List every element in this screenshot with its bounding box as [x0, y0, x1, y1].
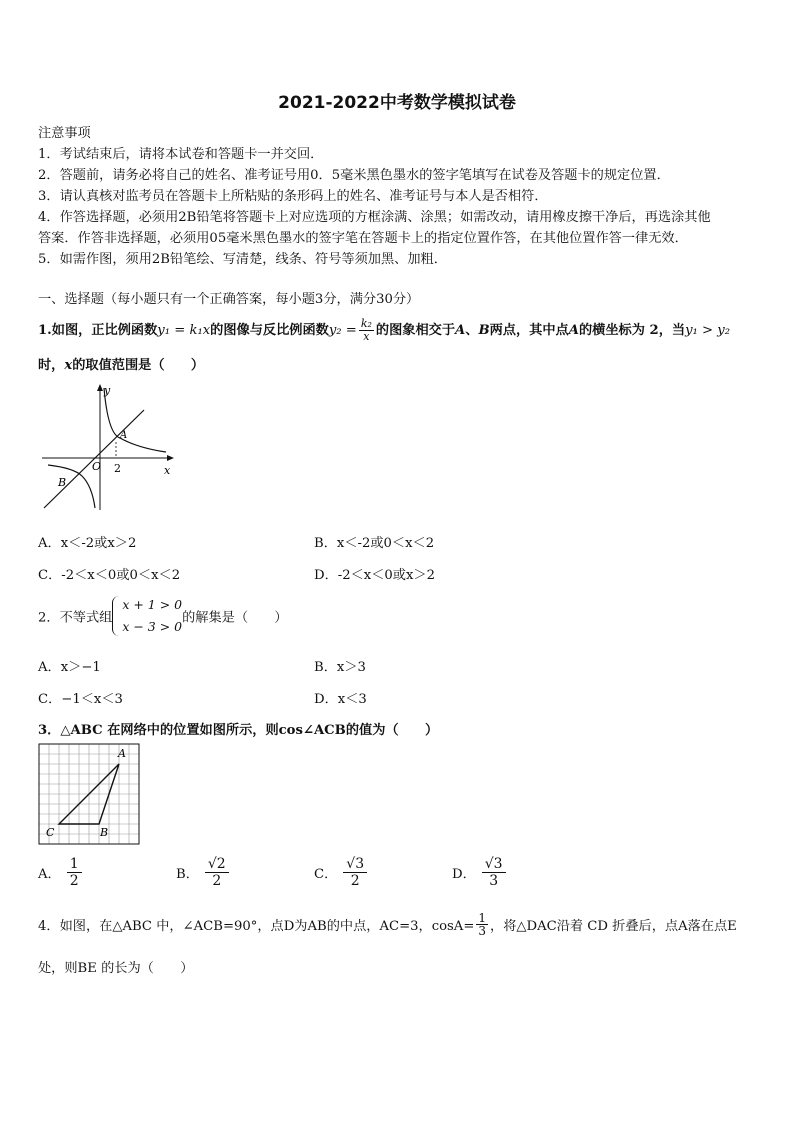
section-heading: 一、选择题（每小题只有一个正确答案，每小题3分，满分30分） — [38, 292, 420, 307]
label-c: C — [46, 826, 55, 839]
q3-stem: 3．△ABC 在网络中的位置如图所示，则cos∠ACB的值为（ ） — [38, 723, 439, 738]
note-item-2: 2．答题前，请务必将自己的姓名、准考证号用0．5毫米黑色墨水的签字笔填写在试卷及答题卡的规定位置． — [38, 168, 670, 183]
q2-stem: 2．不等式组 x + 1 > 0 x − 3 > 0 的解集是（ ） — [38, 594, 288, 638]
q2-option-b[interactable]: B．x＞3 — [314, 660, 366, 675]
label-y: y — [104, 384, 111, 397]
q2-option-c[interactable]: C．−1＜x＜3 — [38, 692, 123, 707]
x-axis-arrow — [167, 455, 174, 461]
q1-option-c[interactable]: C．-2＜x＜0或0＜x＜2 — [38, 568, 181, 583]
q2-option-a[interactable]: A．x＞−1 — [38, 660, 101, 675]
hyperbola-branch-q1 — [104, 388, 166, 452]
q1-stem-line2: 时，x的取值范围是（ ） — [38, 358, 205, 373]
notes-heading: 注意事项 — [38, 126, 91, 141]
q4-stem-line2: 处，则BE 的长为（ ） — [38, 961, 194, 976]
q2-option-d[interactable]: D．x＜3 — [314, 692, 367, 707]
q1-option-a[interactable]: A．x＜-2或x＞2 — [38, 536, 137, 551]
q1-option-d[interactable]: D．-2＜x＜0或x＞2 — [314, 568, 436, 583]
label-x: x — [164, 464, 171, 477]
note-item-5: 5．如需作图，须用2B铅笔绘、写清楚，线条、符号等须加黑、加粗． — [38, 252, 447, 267]
y-axis-arrow — [97, 384, 103, 391]
label-a: A — [120, 430, 128, 441]
q3-grid-figure — [38, 743, 140, 845]
label-two: 2 — [114, 462, 121, 475]
q3-option-a[interactable]: A． $\frac{1}{2}$ — [38, 856, 82, 889]
q1-option-b[interactable]: B．x＜-2或0＜x＜2 — [314, 536, 435, 551]
note-item-1: 1．考试结束后，请将本试卷和答题卡一并交回． — [38, 147, 324, 162]
q3-option-b[interactable]: B． $\frac{√2}{2}$ — [176, 856, 229, 889]
q3-option-d[interactable]: D． $\frac{√3}{3}$ — [452, 856, 506, 889]
note-item-4-cont: 答案．作答非选择题，必须用05毫米黑色墨水的签字笔在答题卡上的指定位置作答，在其他位置作答一律无效． — [38, 231, 688, 246]
q4-stem-line1: 4．如图，在△ABC 中，∠ACB=90°，点D为AB的中点，AC=3，cosA= $\frac{1}{3}$ ，将△DAC沿着 CD 折叠后，点A落在点E — [38, 911, 737, 938]
label-b: B — [58, 476, 67, 489]
exam-title: 2021-2022中考数学模拟试卷 — [278, 93, 516, 113]
q1-stem-line1: 1.如图，正比例函数y₁ = k₁x的图像与反比例函数y₂ = $\frac{\text{k₂}}{x}$ 的图象相交于A、B两点，其中点A的横坐标为 2，当y₁ > y₂ — [38, 317, 730, 343]
label-origin: O — [92, 460, 102, 473]
proportional-line — [44, 410, 144, 508]
label-b: B — [100, 826, 109, 839]
label-a: A — [118, 747, 126, 760]
q3-option-c[interactable]: C． $\frac{√3}{2}$ — [314, 856, 367, 889]
hyperbola-branch-q3 — [48, 465, 95, 508]
note-item-4: 4．作答选择题，必须用2B铅笔将答题卡上对应选项的方框涂满、涂黑；如需改动，请用橡皮擦干净后，再选涂其他 — [38, 210, 711, 225]
q1-function-graph — [38, 382, 178, 514]
note-item-3: 3．请认真核对监考员在答题卡上所粘贴的条形码上的姓名、准考证号与本人是否相符． — [38, 189, 548, 204]
